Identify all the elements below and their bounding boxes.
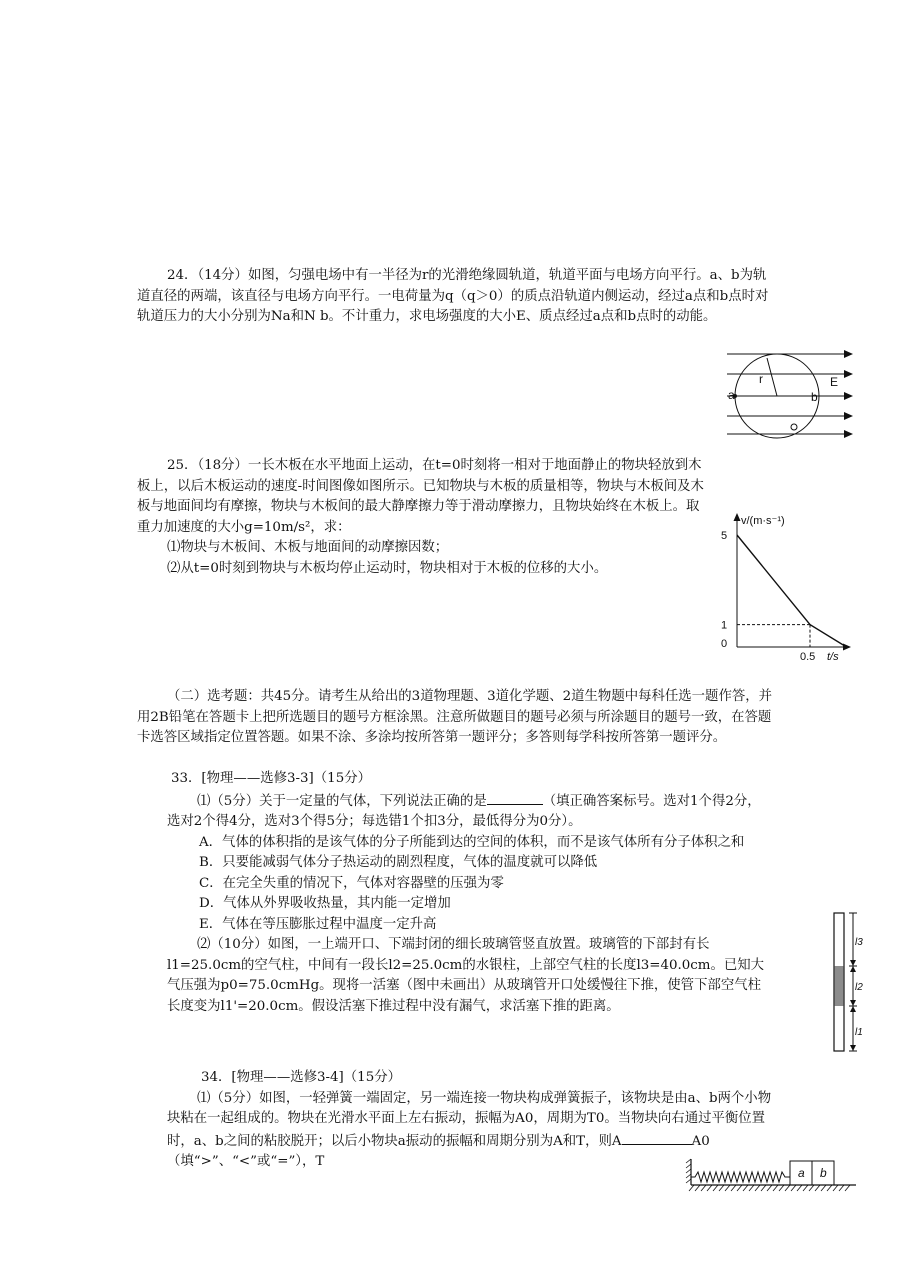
mercury-column xyxy=(835,966,844,1006)
answer-blank[interactable] xyxy=(487,790,543,805)
option-a: A．气体的体积指的是该气体的分子所能到达的空间的体积，而不是该气体所有分子体积之和 xyxy=(199,834,745,850)
question-25-sub2: ⑵从t=0时刻到物块与木板均停止运动时，物块相对于木板的位移的大小。 xyxy=(167,560,608,576)
l1-label: l1 xyxy=(855,1027,863,1038)
floor-hatch-line xyxy=(779,1185,784,1191)
question-25 xyxy=(137,456,773,579)
point-b-label: b xyxy=(811,390,818,404)
velocity-time-chart xyxy=(715,505,865,665)
question-33 xyxy=(137,769,773,1017)
floor-hatch-line xyxy=(845,1185,850,1191)
question-33-part1-a: ⑴（5分）关于一定量的气体，下列说法正确的是 xyxy=(197,793,487,809)
floor-hatch-line xyxy=(785,1185,790,1191)
question-25-text: 25．（18分）一长木板在水平地面上运动，在t=0时刻将一相对于地面静止的物块轻放到木板上，以后木板运动的速度-时间图像如图所示。已知物块与木板的质量相等，物块与木板间及木板与地面间均有摩擦，物块与木板间的最大静摩擦力等于滑动摩擦力，且物块始终在木板上。取重力加速度的大小g=10m/s²，求： xyxy=(137,458,704,535)
floor-hatch-line xyxy=(689,1185,694,1191)
question-24-text: 24．（14分）如图，匀强电场中有一半径为r的光滑绝缘圆轨道，轨道平面与电场方向平行。a、b为轨道直径的两端，该直径与电场方向平行。一电荷量为q（q＞0）的质点沿轨道内侧运动，经过a点和b点时对轨道压力的大小分别为Na和N b。不计重力，求电场强度的大小E、质点经过a点和b点时的动能。 xyxy=(137,268,769,324)
x-axis-label: t/s xyxy=(827,651,839,663)
floor-hatch-line xyxy=(827,1185,832,1191)
floor-hatch-line xyxy=(719,1185,724,1191)
x-axis-arrow xyxy=(843,644,851,651)
glass-tube-figure xyxy=(828,910,868,1058)
floor-hatch-line xyxy=(701,1185,706,1191)
floor-hatch-line xyxy=(731,1185,736,1191)
question-33-part1 xyxy=(167,790,773,833)
floor-hatch-line xyxy=(833,1185,838,1191)
floor-hatch-line xyxy=(791,1185,796,1191)
point-a-label: a xyxy=(728,388,735,402)
question-24 xyxy=(137,266,773,328)
y-axis-label: v/(m·s⁻¹) xyxy=(741,515,785,527)
option-b: B．只要能减弱气体分子热运动的剧烈程度，气体的温度就可以降低 xyxy=(199,855,598,870)
floor-hatch-line xyxy=(707,1185,712,1191)
floor-hatch-line xyxy=(737,1185,742,1191)
floor-hatch-line xyxy=(767,1185,772,1191)
option-c: C．在完全失重的情况下，气体对容器壁的压强为零 xyxy=(199,875,504,891)
block-b-label: b xyxy=(820,1166,827,1180)
floor-hatch-line xyxy=(755,1185,760,1191)
floor-hatch-line xyxy=(761,1185,766,1191)
l3-label: l3 xyxy=(855,937,863,948)
floor-hatch-line xyxy=(797,1185,802,1191)
velocity-series-line xyxy=(737,535,847,647)
y-tick-label: 0 xyxy=(721,638,728,650)
floor-hatch-line xyxy=(815,1185,820,1191)
y-tick-label: 1 xyxy=(721,619,728,632)
question-34-part1-tail: A0（填“>”、“<”或“=”），T xyxy=(167,1133,710,1169)
question-33-part2: ⑵（10分）如图，一上端开口、下端封闭的细长玻璃管竖直放置。玻璃管的下部封有长l1=25.0cm的空气柱，中间有一段长l2=25.0cm的水银柱，上部空气柱的长度l3=40.0cm。已知大气压强为p0=75.0cmHg。现将一活塞（图中未画出）从玻璃管开口处缓慢往下推，使管下部空气柱长度变为l1'=20.0cm。假设活塞下推过程中没有漏气，求活塞下推的距离。 xyxy=(167,937,765,1014)
answer-blank-a[interactable] xyxy=(622,1130,692,1145)
y-axis-arrow xyxy=(734,513,741,521)
spring-oscillator-figure xyxy=(686,1158,858,1194)
floor-hatch-line xyxy=(713,1185,718,1191)
floor-hatch-line xyxy=(743,1185,748,1191)
floor-hatch-line xyxy=(749,1185,754,1191)
x-tick-label: 0.5 xyxy=(800,651,816,663)
floor-hatch-line xyxy=(839,1185,844,1191)
option-d: D．气体从外界吸收热量，其内能一定增加 xyxy=(199,896,451,911)
floor-hatch-line xyxy=(773,1185,778,1191)
y-tick-label: 5 xyxy=(721,530,728,542)
radius-label: r xyxy=(759,372,763,386)
circular-track-figure xyxy=(725,345,855,445)
question-33-part1-b: （填正确答案标号。选对1个得2分，选对2个得4分，选对3个得5分；每选错1个扣3分，最低得分为0分）。 xyxy=(167,793,761,829)
section-2-text: （二）选考题：共45分。请考生从给出的3道物理题、3道化学题、2道生物题中每科任选一题作答，并用2B铅笔在答题卡上把所选题目的题号方框涂黑。注意所做题目的题号必须与所涂题目的题号一致，在答题卡选答区域指定位置答题。如果不涂、多涂均按所答第一题评分；多答则每学科按所答第一题评分。 xyxy=(137,689,773,745)
question-34 xyxy=(137,1068,773,1173)
floor-hatch-line xyxy=(809,1185,814,1191)
floor-hatch-line xyxy=(725,1185,730,1191)
block-a-label: a xyxy=(798,1166,805,1180)
l2-label: l2 xyxy=(855,982,863,993)
field-e-label: E xyxy=(830,375,839,389)
question-34-part1-text: ⑴（5分）如图，一轻弹簧一端固定，另一端连接一物块构成弹簧振子，该物块是由a、b两个小物块粘在一起组成的。物块在光滑水平面上左右振动，振幅为A0，周期为T0。当物块向右通过平衡位置时，a、b之间的粘胶脱开；以后小物块a振动的振幅和周期分别为A和T，则A xyxy=(167,1090,772,1149)
spring xyxy=(691,1172,790,1182)
floor-hatch-line xyxy=(803,1185,808,1191)
question-34-part1 xyxy=(167,1089,773,1173)
question-34-title: 34．[物理——选修3-4]（15分） xyxy=(201,1070,401,1085)
option-e: E．气体在等压膨胀过程中温度一定升高 xyxy=(199,916,437,932)
section-2 xyxy=(137,687,773,749)
floor-hatch-line xyxy=(821,1185,826,1191)
question-25-sub1: ⑴物块与木板间、木板与地面间的动摩擦因数； xyxy=(167,540,449,555)
floor-hatch-line xyxy=(695,1185,700,1191)
question-33-title: 33．[物理——选修3-3]（15分） xyxy=(171,771,371,786)
